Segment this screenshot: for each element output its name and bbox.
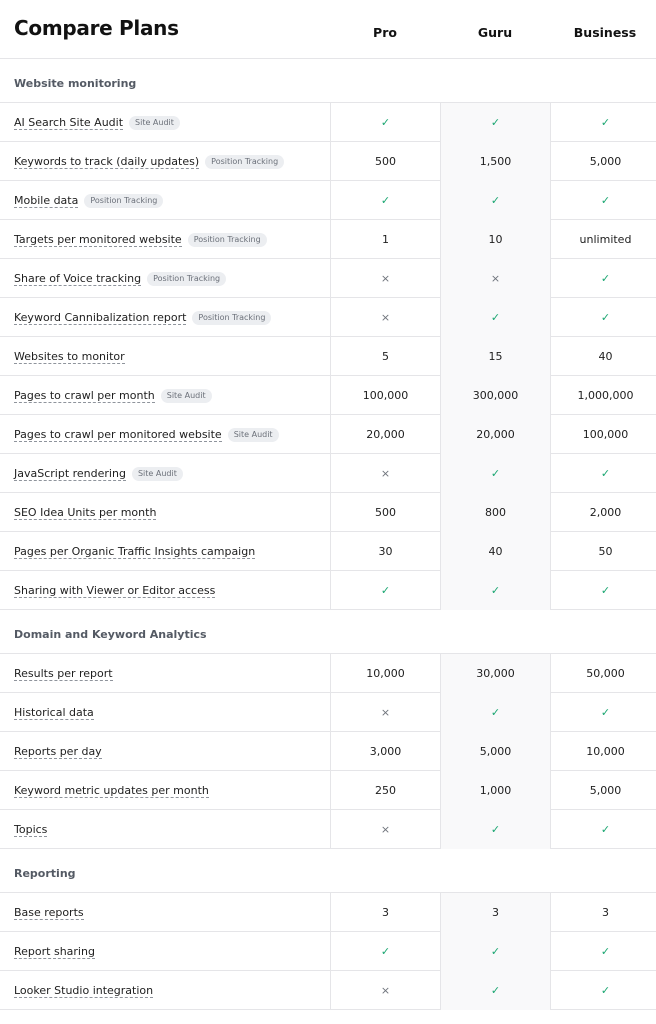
value-cell-guru: [440, 932, 550, 971]
table-row: [0, 810, 656, 849]
table-row: [0, 654, 656, 693]
feature-cell: [14, 810, 47, 849]
checkmark-icon: ✓: [600, 467, 611, 480]
tool-badge: Position Tracking: [188, 233, 267, 247]
checkmark-icon: ✓: [600, 984, 611, 997]
value-cell-guru: [440, 298, 550, 337]
value-cell-guru: [440, 493, 550, 532]
value-text: 5,000: [479, 745, 512, 758]
value-text: 300,000: [472, 389, 519, 402]
value-cell-business: [550, 932, 656, 971]
section-header: [0, 59, 656, 103]
checkmark-icon: ✓: [490, 467, 501, 480]
value-cell-business: [550, 732, 656, 771]
cross-icon: ×: [380, 311, 391, 324]
tool-badge: Site Audit: [129, 116, 180, 130]
section-header: [0, 610, 656, 654]
table-row: [0, 142, 656, 181]
table-row: [0, 337, 656, 376]
value-cell-pro: [330, 971, 440, 1010]
table-row: [0, 259, 656, 298]
feature-label[interactable]: Pages to crawl per month: [14, 388, 155, 402]
section-title: Domain and Keyword Analytics: [14, 628, 207, 641]
table-row: [0, 771, 656, 810]
value-cell-guru: [440, 376, 550, 415]
value-cell-pro: [330, 654, 440, 693]
value-text: 1,500: [479, 155, 512, 168]
feature-label[interactable]: SEO Idea Units per month: [14, 505, 157, 519]
value-cell-guru: [440, 454, 550, 493]
plan-header-pro: Pro: [373, 25, 397, 40]
value-text: 100,000: [362, 389, 409, 402]
value-cell-business: [550, 693, 656, 732]
cross-icon: ×: [380, 706, 391, 719]
checkmark-icon: ✓: [490, 584, 501, 597]
value-text: 10,000: [586, 745, 625, 758]
cross-icon: ×: [490, 272, 501, 285]
value-cell-guru: [440, 693, 550, 732]
checkmark-icon: ✓: [600, 945, 611, 958]
value-cell-guru: [440, 532, 550, 571]
feature-cell: [14, 571, 215, 610]
checkmark-icon: ✓: [380, 194, 391, 207]
value-cell-pro: [330, 771, 440, 810]
feature-cell: [14, 732, 102, 771]
feature-cell: [14, 532, 255, 571]
tool-badge: Position Tracking: [84, 194, 163, 208]
value-cell-business: [550, 571, 656, 610]
value-cell-guru: [440, 732, 550, 771]
value-cell-pro: [330, 732, 440, 771]
value-cell-business: [550, 810, 656, 849]
feature-label[interactable]: Reports per day: [14, 744, 102, 758]
section-title: Reporting: [14, 867, 76, 880]
tool-badge: Site Audit: [132, 467, 183, 481]
table-row: [0, 693, 656, 732]
value-text: 1,000,000: [577, 389, 634, 402]
value-text: 30,000: [476, 667, 515, 680]
feature-cell: [14, 142, 284, 181]
value-text: 500: [375, 506, 396, 519]
value-cell-guru: [440, 415, 550, 454]
feature-label[interactable]: Historical data: [14, 705, 94, 719]
value-cell-guru: [440, 220, 550, 259]
checkmark-icon: ✓: [600, 272, 611, 285]
value-cell-pro: [330, 298, 440, 337]
value-cell-business: [550, 259, 656, 298]
value-cell-guru: [440, 571, 550, 610]
table-row: [0, 103, 656, 142]
feature-label[interactable]: AI Search Site Audit: [14, 115, 124, 129]
value-cell-pro: [330, 493, 440, 532]
feature-label[interactable]: Share of Voice tracking: [14, 271, 142, 285]
value-cell-business: [550, 532, 656, 571]
value-cell-business: [550, 454, 656, 493]
table-row: [0, 181, 656, 220]
feature-cell: [14, 454, 183, 493]
value-text: 5,000: [589, 155, 622, 168]
feature-cell: [14, 971, 153, 1010]
feature-cell: [14, 259, 226, 298]
feature-cell: [14, 932, 95, 971]
value-cell-guru: [440, 142, 550, 181]
value-cell-business: [550, 298, 656, 337]
table-row: [0, 732, 656, 771]
value-text: 10,000: [366, 667, 405, 680]
value-cell-business: [550, 181, 656, 220]
value-text: 20,000: [476, 428, 515, 441]
value-cell-business: [550, 415, 656, 454]
feature-label[interactable]: Keywords to track (daily updates): [14, 154, 200, 168]
tool-badge: Position Tracking: [192, 311, 271, 325]
value-cell-guru: [440, 181, 550, 220]
checkmark-icon: ✓: [490, 706, 501, 719]
feature-label[interactable]: Keyword metric updates per month: [14, 783, 209, 797]
value-text: 40: [488, 545, 503, 558]
checkmark-icon: ✓: [380, 945, 391, 958]
tool-badge: Position Tracking: [147, 272, 226, 286]
value-cell-pro: [330, 376, 440, 415]
feature-cell: [14, 693, 94, 732]
value-cell-pro: [330, 693, 440, 732]
checkmark-icon: ✓: [490, 823, 501, 836]
feature-label[interactable]: Mobile data: [14, 193, 79, 207]
page-title: Compare Plans: [14, 16, 179, 40]
value-cell-pro: [330, 571, 440, 610]
checkmark-icon: ✓: [380, 116, 391, 129]
feature-label[interactable]: Sharing with Viewer or Editor access: [14, 583, 216, 597]
value-cell-pro: [330, 103, 440, 142]
value-cell-business: [550, 493, 656, 532]
feature-cell: [14, 337, 125, 376]
checkmark-icon: ✓: [490, 194, 501, 207]
value-text: 1,000: [479, 784, 512, 797]
checkmark-icon: ✓: [600, 706, 611, 719]
value-text: 250: [375, 784, 396, 797]
feature-cell: [14, 654, 113, 693]
value-cell-business: [550, 103, 656, 142]
checkmark-icon: ✓: [380, 584, 391, 597]
feature-cell: [14, 493, 156, 532]
feature-label[interactable]: Topics: [14, 822, 48, 836]
value-text: unlimited: [579, 233, 632, 246]
feature-label[interactable]: JavaScript rendering: [14, 466, 126, 480]
value-cell-guru: [440, 810, 550, 849]
value-cell-business: [550, 771, 656, 810]
value-cell-pro: [330, 220, 440, 259]
value-text: 100,000: [582, 428, 629, 441]
table-row: [0, 532, 656, 571]
table-row: [0, 298, 656, 337]
value-text: 30: [378, 545, 393, 558]
value-cell-guru: [440, 337, 550, 376]
value-cell-business: [550, 971, 656, 1010]
value-cell-pro: [330, 181, 440, 220]
value-cell-pro: [330, 810, 440, 849]
table-row: [0, 932, 656, 971]
feature-cell: [14, 893, 84, 932]
value-text: 20,000: [366, 428, 405, 441]
value-cell-pro: [330, 415, 440, 454]
value-text: 1: [382, 233, 389, 246]
checkmark-icon: ✓: [600, 311, 611, 324]
plan-header-business: Business: [573, 25, 637, 40]
tool-badge: Site Audit: [228, 428, 279, 442]
checkmark-icon: ✓: [600, 116, 611, 129]
cross-icon: ×: [380, 272, 391, 285]
feature-label[interactable]: Report sharing: [14, 944, 95, 958]
tool-badge: Site Audit: [161, 389, 212, 403]
value-cell-business: [550, 142, 656, 181]
value-cell-guru: [440, 771, 550, 810]
table-row: [0, 220, 656, 259]
value-text: 50,000: [586, 667, 625, 680]
value-cell-guru: [440, 893, 550, 932]
value-text: 15: [488, 350, 503, 363]
value-cell-guru: [440, 103, 550, 142]
value-cell-guru: [440, 971, 550, 1010]
value-cell-pro: [330, 932, 440, 971]
value-cell-business: [550, 893, 656, 932]
feature-label[interactable]: Pages to crawl per monitored website: [14, 427, 222, 441]
table-row: [0, 454, 656, 493]
feature-cell: [14, 376, 212, 415]
plan-header-guru: Guru: [477, 25, 513, 40]
table-row: [0, 415, 656, 454]
table-row: [0, 971, 656, 1010]
feature-cell: [14, 298, 271, 337]
feature-label[interactable]: Targets per monitored website: [14, 232, 182, 246]
feature-label[interactable]: Looker Studio integration: [14, 983, 154, 997]
checkmark-icon: ✓: [600, 823, 611, 836]
value-cell-business: [550, 376, 656, 415]
feature-cell: [14, 103, 180, 142]
value-cell-guru: [440, 654, 550, 693]
cross-icon: ×: [380, 823, 391, 836]
value-text: 50: [598, 545, 613, 558]
value-cell-guru: [440, 259, 550, 298]
value-text: 3: [602, 906, 609, 919]
table-row: [0, 376, 656, 415]
checkmark-icon: ✓: [490, 945, 501, 958]
value-cell-pro: [330, 532, 440, 571]
checkmark-icon: ✓: [600, 584, 611, 597]
feature-label[interactable]: Keyword Cannibalization report: [14, 310, 187, 324]
value-cell-business: [550, 337, 656, 376]
section-header: [0, 849, 656, 893]
value-text: 800: [485, 506, 506, 519]
section-title: Website monitoring: [14, 77, 137, 90]
value-text: 5: [382, 350, 389, 363]
compare-header: [0, 0, 656, 59]
checkmark-icon: ✓: [490, 116, 501, 129]
value-cell-pro: [330, 142, 440, 181]
value-cell-business: [550, 220, 656, 259]
feature-label[interactable]: Pages per Organic Traffic Insights campaign: [14, 544, 256, 558]
feature-label[interactable]: Base reports: [14, 905, 84, 919]
feature-cell: [14, 220, 267, 259]
feature-label[interactable]: Websites to monitor: [14, 349, 125, 363]
value-text: 2,000: [589, 506, 622, 519]
value-cell-pro: [330, 454, 440, 493]
value-text: 10: [488, 233, 503, 246]
value-cell-pro: [330, 337, 440, 376]
value-text: 40: [598, 350, 613, 363]
feature-cell: [14, 415, 279, 454]
checkmark-icon: ✓: [600, 194, 611, 207]
value-text: 3: [492, 906, 499, 919]
checkmark-icon: ✓: [490, 984, 501, 997]
value-text: 5,000: [589, 784, 622, 797]
table-row: [0, 893, 656, 932]
tool-badge: Position Tracking: [205, 155, 284, 169]
value-text: 3,000: [369, 745, 402, 758]
feature-cell: [14, 181, 163, 220]
cross-icon: ×: [380, 984, 391, 997]
feature-cell: [14, 771, 209, 810]
table-row: [0, 571, 656, 610]
checkmark-icon: ✓: [490, 311, 501, 324]
value-cell-pro: [330, 893, 440, 932]
value-text: 3: [382, 906, 389, 919]
value-cell-business: [550, 654, 656, 693]
value-cell-pro: [330, 259, 440, 298]
value-text: 500: [375, 155, 396, 168]
table-row: [0, 493, 656, 532]
feature-label[interactable]: Results per report: [14, 666, 113, 680]
cross-icon: ×: [380, 467, 391, 480]
